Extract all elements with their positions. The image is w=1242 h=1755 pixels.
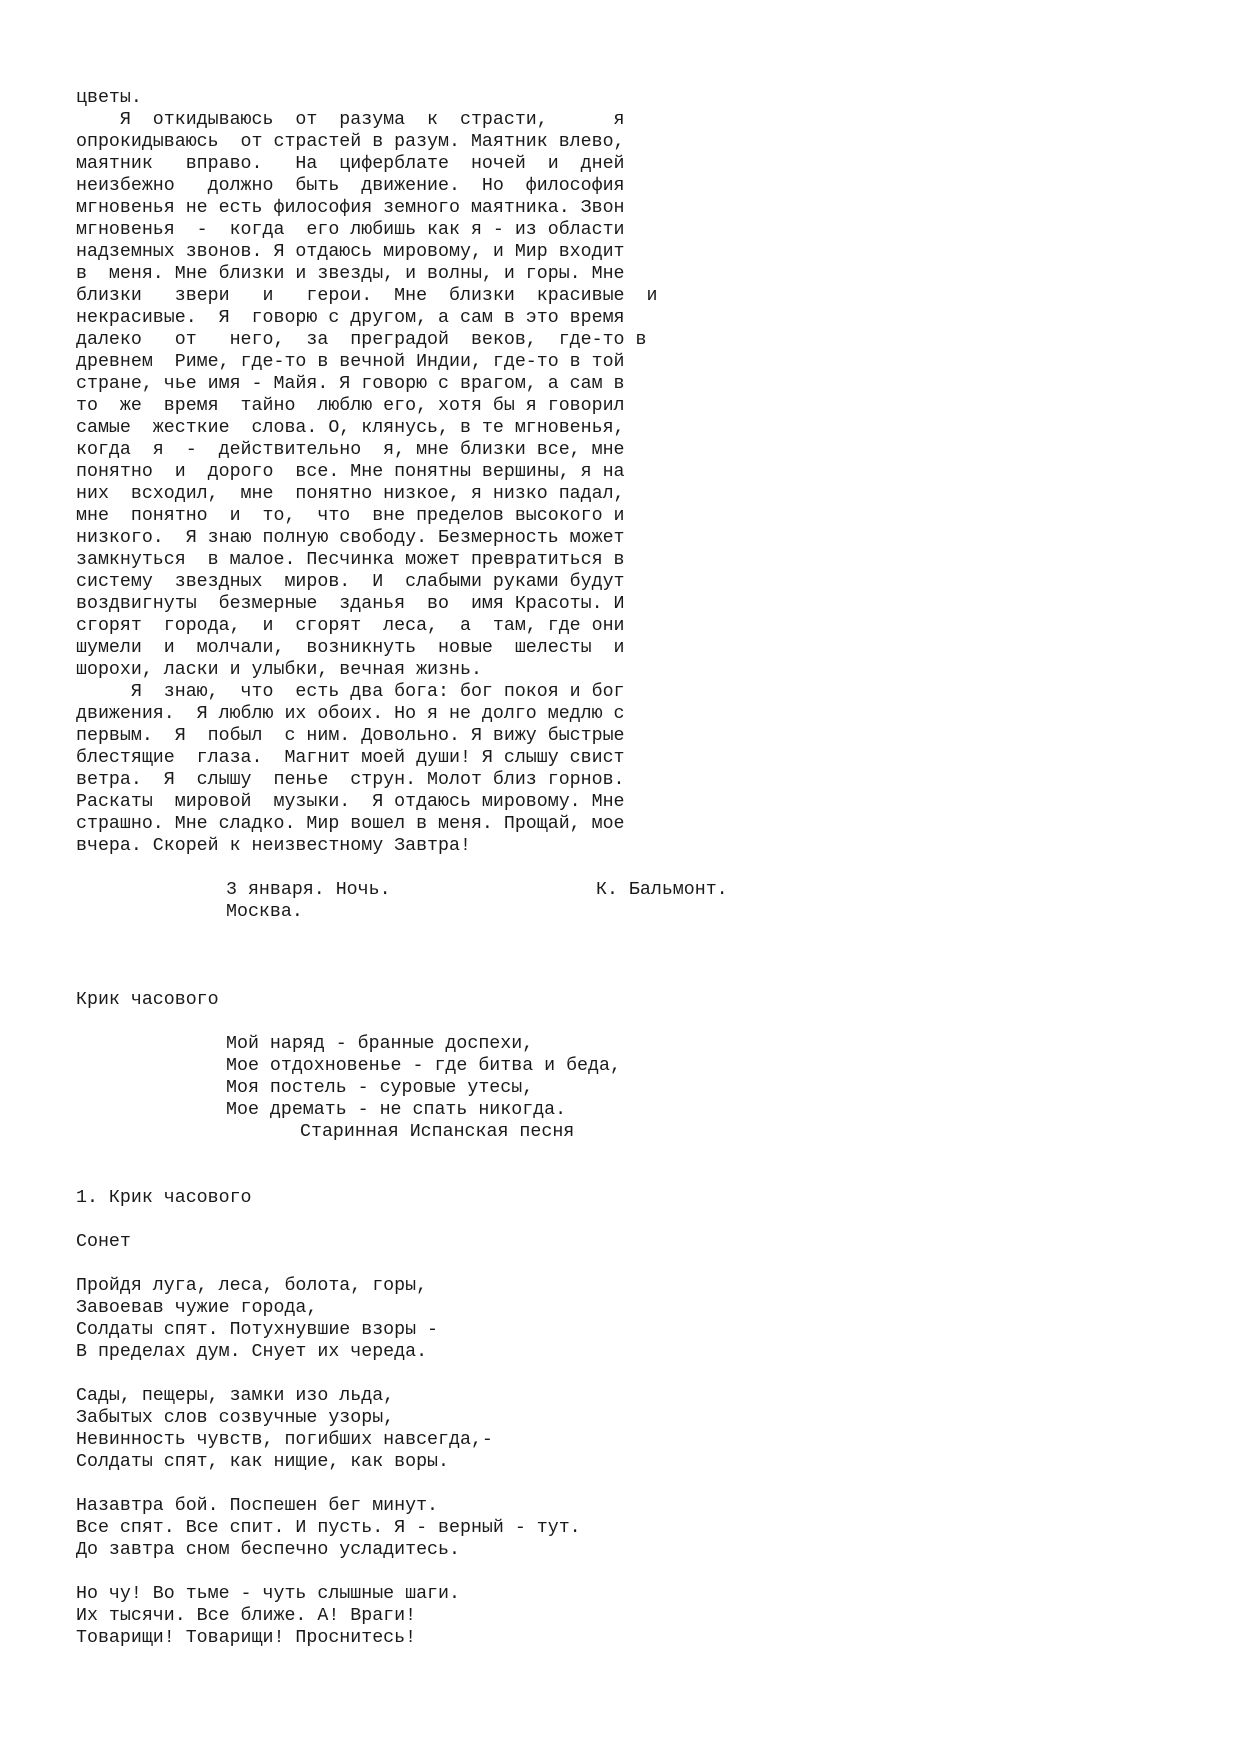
prose-line: древнем Риме, где-то в вечной Индии, где-то в той: [76, 352, 625, 372]
prose-line: низкого. Я знаю полную свободу. Безмерность может: [76, 528, 625, 548]
prose-line: Я знаю, что есть два бога: бог покоя и бог: [76, 682, 625, 702]
poem-subheading: Сонет: [76, 1232, 131, 1252]
prose-line: ветра. Я слышу пенье струн. Молот близ горнов.: [76, 770, 625, 790]
stanza: [76, 1275, 1196, 1363]
section-title: Крик часового: [76, 990, 219, 1010]
prose-block: [76, 87, 1196, 857]
prose-line: мне понятно и то, что вне пределов высокого и: [76, 506, 625, 526]
prose-line: систему звездных миров. И слабыми руками будут: [76, 572, 625, 592]
signature-line: [76, 879, 1196, 901]
prose-line: них всходил, мне понятно низкое, я низко падал,: [76, 484, 625, 504]
poem-line: Пройдя луга, леса, болота, горы,: [76, 1276, 428, 1296]
signature-date: 3 января. Ночь.: [226, 880, 391, 900]
prose-line: первым. Я побыл с ним. Довольно. Я вижу быстрые: [76, 726, 625, 746]
poem-heading: 1. Крик часового: [76, 1188, 252, 1208]
poem-stanzas: [76, 1275, 1196, 1649]
prose-line: то же время тайно люблю его, хотя бы я говорил: [76, 396, 625, 416]
poem-line: Но чу! Во тьме - чуть слышные шаги.: [76, 1584, 460, 1604]
prose-line: самые жесткие слова. О, клянусь, в те мгновенья,: [76, 418, 625, 438]
prose-line: блестящие глаза. Магнит моей души! Я слышу свист: [76, 748, 625, 768]
prose-line: воздвигнуты безмерные зданья во имя Красоты. И: [76, 594, 625, 614]
poem-line: Солдаты спят, как нищие, как воры.: [76, 1452, 449, 1472]
prose-line: далеко от него, за преградой веков, где-то в: [76, 330, 647, 350]
prose-line: Я откидываюсь от разума к страсти, я: [76, 110, 625, 130]
poem-line: Завоевав чужие города,: [76, 1298, 318, 1318]
stanza: [76, 1385, 1196, 1473]
prose-line: мгновенья не есть философия земного маятника. Звон: [76, 198, 625, 218]
stanza: [76, 1583, 1196, 1649]
epigraph-source: Старинная Испанская песня: [300, 1122, 575, 1142]
prose-line: близки звери и герои. Мне близки красивые и: [76, 286, 658, 306]
epigraph-line: Моя постель - суровые утесы,: [226, 1078, 534, 1098]
prose-line: шумели и молчали, возникнуть новые шелесты и: [76, 638, 625, 658]
epigraph-line: Мое дремать - не спать никогда.: [226, 1100, 567, 1120]
prose-line: мгновенья - когда его любишь как я - из области: [76, 220, 625, 240]
prose-line: страшно. Мне сладко. Мир вошел в меня. Прощай, мое: [76, 814, 625, 834]
epigraph-line: Мой наряд - бранные доспехи,: [226, 1034, 534, 1054]
prose-line: замкнуться в малое. Песчинка может превратиться в: [76, 550, 625, 570]
document-page: [76, 87, 1196, 1649]
epigraph: [76, 1033, 1196, 1121]
prose-line: сгорят города, и сгорят леса, а там, где они: [76, 616, 625, 636]
poem-line: Невинность чувств, погибших навсегда,-: [76, 1430, 493, 1450]
poem-line: Все спят. Все спит. И пусть. Я - верный - тут.: [76, 1518, 581, 1538]
prose-line: шорохи, ласки и улыбки, вечная жизнь.: [76, 660, 482, 680]
poem-line: В пределах дум. Снует их череда.: [76, 1342, 428, 1362]
signature-author: К. Бальмонт.: [596, 880, 728, 900]
prose-line: неизбежно должно быть движение. Но философия: [76, 176, 625, 196]
prose-line: маятник вправо. На циферблате ночей и дней: [76, 154, 625, 174]
poem-line: Их тысячи. Все ближе. А! Враги!: [76, 1606, 417, 1626]
poem-line: Сады, пещеры, замки изо льда,: [76, 1386, 395, 1406]
poem-line: До завтра сном беспечно усладитесь.: [76, 1540, 460, 1560]
prose-line: когда я - действительно я, мне близки все, мне: [76, 440, 625, 460]
stanza: [76, 1495, 1196, 1561]
prose-line: в меня. Мне близки и звезды, и волны, и горы. Мне: [76, 264, 625, 284]
poem-line: Солдаты спят. Потухнувшие взоры -: [76, 1320, 439, 1340]
prose-line: движения. Я люблю их обоих. Но я не долго медлю с: [76, 704, 625, 724]
prose-line: некрасивые. Я говорю с другом, а сам в это время: [76, 308, 625, 328]
epigraph-line: Мое отдохновенье - где битва и беда,: [226, 1056, 621, 1076]
prose-line: вчера. Скорей к неизвестному Завтра!: [76, 836, 471, 856]
poem-line: Товарищи! Товарищи! Проснитесь!: [76, 1628, 417, 1648]
prose-line: цветы.: [76, 88, 142, 108]
prose-line: стране, чье имя - Майя. Я говорю с врагом, а сам в: [76, 374, 625, 394]
poem-line: Забытых слов созвучные узоры,: [76, 1408, 395, 1428]
prose-line: опрокидываюсь от страстей в разум. Маятник влево,: [76, 132, 625, 152]
prose-line: надземных звонов. Я отдаюсь мировому, и Мир входит: [76, 242, 625, 262]
prose-line: Раскаты мировой музыки. Я отдаюсь мировому. Мне: [76, 792, 625, 812]
signature-place: Москва.: [226, 902, 303, 922]
poem-line: Назавтра бой. Поспешен бег минут.: [76, 1496, 439, 1516]
prose-line: понятно и дорого все. Мне понятны вершины, я на: [76, 462, 625, 482]
